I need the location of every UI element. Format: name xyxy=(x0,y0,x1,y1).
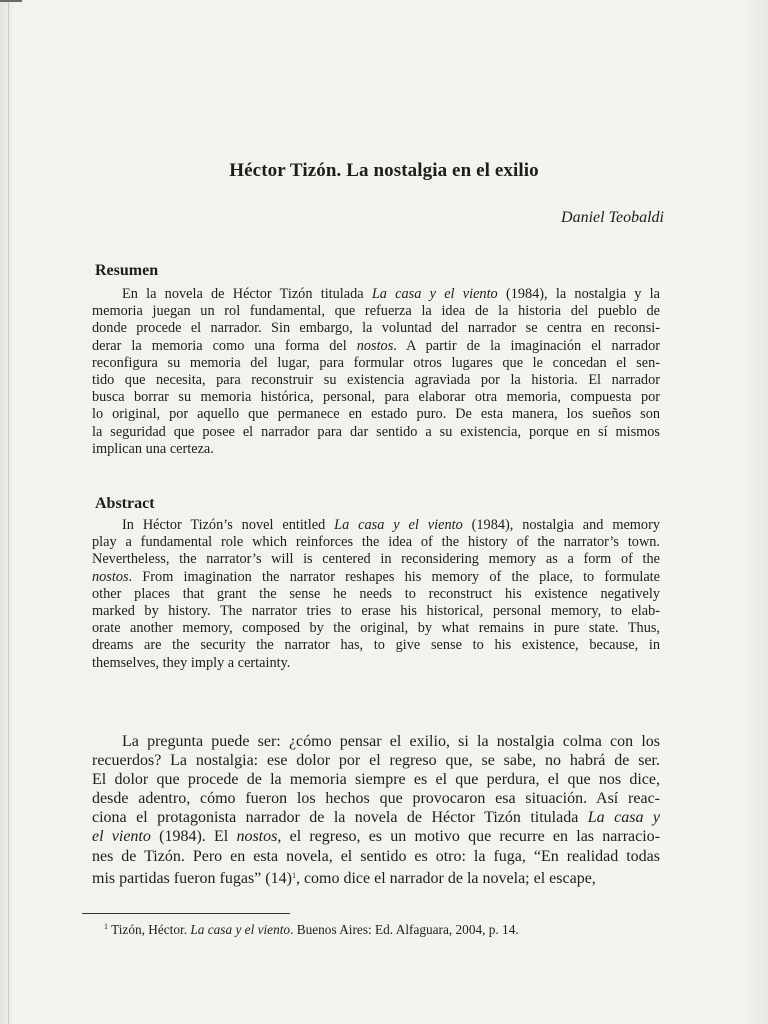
text-run: (1984), nostalgia and memory xyxy=(462,517,660,533)
text-line xyxy=(92,827,660,846)
italic-text-run: nostos xyxy=(236,828,278,846)
text-run: donde procede el narrador. Sin embargo, la voluntad del narrador se centra en reconsi- xyxy=(92,320,660,337)
text-line xyxy=(92,603,660,620)
text-line xyxy=(92,751,660,770)
text-line xyxy=(92,441,660,458)
text-line xyxy=(92,770,660,789)
text-line xyxy=(92,732,660,751)
text-run: . From imagination the narrator reshapes his memory of the place, to formulate xyxy=(128,568,660,585)
scan-corner-mark xyxy=(0,0,22,14)
abstract-heading: Abstract xyxy=(95,495,155,512)
resumen-heading: Resumen xyxy=(95,262,159,279)
text-line xyxy=(92,389,660,406)
abstract-paragraph xyxy=(92,517,660,672)
text-line xyxy=(92,620,660,637)
footnote-rule xyxy=(82,913,290,914)
text-run: nes de Tizón. Pero en esta novela, el sentido es otro: la fuga, “En realidad todas xyxy=(92,847,660,865)
text-line xyxy=(92,551,660,568)
text-line xyxy=(92,866,660,888)
text-run: la seguridad que posee el narrador para dar sentido a su existencia, porque en sí mismos xyxy=(92,423,660,440)
text-line xyxy=(92,303,660,320)
text-line xyxy=(92,789,660,808)
text-run: recuerdos? La nostalgia: ese dolor por el regreso que, se sabe, no habrá de ser. xyxy=(92,752,660,770)
text-run: desde adentro, cómo fueron los hechos que provocaron esa situación. Así reac- xyxy=(92,790,660,808)
text-run: La pregunta puede ser: ¿cómo pensar el exilio, si la nostalgia colma con los xyxy=(122,733,660,750)
text-line xyxy=(92,372,660,389)
italic-text-run: La casa y el viento xyxy=(190,922,291,937)
text-run: lo original, por aquello que permanece en estado puro. De esta manera, los sueños son xyxy=(92,406,660,423)
text-run: dreams are the security the narrator has, to give sense to his existence, because, in xyxy=(92,637,660,654)
text-run: In Héctor Tizón’s novel entitled xyxy=(122,517,335,533)
page-left-edge xyxy=(8,0,9,1024)
text-line xyxy=(92,637,660,654)
article-title: Héctor Tizón. La nostalgia en el exilio xyxy=(229,160,539,181)
italic-text-run: nostos xyxy=(92,568,129,585)
text-run: En la novela de Héctor Tizón titulada xyxy=(122,286,372,302)
resumen-paragraph xyxy=(92,286,660,458)
text-run: , el regreso, es un motivo que recurre en las narracio- xyxy=(277,828,660,846)
text-run: orate another memory, composed by the original, by what remains in pure state. Thus, xyxy=(92,620,660,637)
text-line xyxy=(92,286,660,303)
text-line xyxy=(92,847,660,866)
text-run: (1984), la nostalgia y la xyxy=(497,286,660,302)
text-run: other places that grant the sense he needs to reconstruct his existence negatively xyxy=(92,585,660,602)
text-run: , como dice el narrador de la novela; el escape, xyxy=(295,869,596,887)
article-author: Daniel Teobaldi xyxy=(561,209,664,226)
text-line xyxy=(92,655,660,672)
text-run: Tizón, Héctor. xyxy=(108,922,191,937)
footnote xyxy=(104,922,519,938)
text-run: reconfigura su memoria del lugar, para formular otros lugares que le concedan el sen- xyxy=(92,354,660,371)
text-line xyxy=(92,586,660,603)
text-run: busca borrar su memoria histórica, personal, para elaborar otra memoria, compuesta por xyxy=(92,389,660,406)
italic-text-run: La casa y el viento xyxy=(371,286,498,302)
text-run: (1984). El xyxy=(150,828,237,846)
text-run: ciona el protagonista narrador de la novela de Héctor Tizón titulada xyxy=(92,809,588,827)
text-line xyxy=(92,808,660,827)
italic-text-run: La casa y el viento xyxy=(334,517,463,533)
text-run: . Buenos Aires: Ed. Alfaguara, 2004, p. 14. xyxy=(290,922,519,937)
text-run: derar la memoria como una forma del xyxy=(92,337,357,354)
text-run: tido que necesita, para reconstruir su existencia agraviada por la historia. El narrador xyxy=(92,372,660,389)
body-paragraph xyxy=(92,732,660,888)
text-line xyxy=(92,534,660,551)
italic-text-run: La casa y xyxy=(587,809,661,827)
text-line xyxy=(92,424,660,441)
italic-text-run: el viento xyxy=(92,828,151,846)
text-run: implican una certeza. xyxy=(92,440,214,457)
text-run: Nevertheless, the narrator’s will is centered in reconsidering memory as a form of the xyxy=(92,551,660,568)
text-line xyxy=(92,338,660,355)
text-run: memoria juegan un rol fundamental, que refuerza la idea de la historia del pueblo de xyxy=(92,303,660,320)
text-run: marked by history. The narrator tries to erase his historical, personal memory, to elab- xyxy=(92,603,660,620)
footnote-reference: 1 xyxy=(291,870,296,880)
text-line xyxy=(92,517,660,534)
text-line xyxy=(92,569,660,586)
text-run: themselves, they imply a certainty. xyxy=(92,654,291,671)
text-run: mis partidas fueron fugas” (14) xyxy=(92,869,292,887)
text-line xyxy=(92,355,660,372)
text-line xyxy=(92,406,660,423)
italic-text-run: nostos xyxy=(356,337,394,354)
text-line xyxy=(92,320,660,337)
text-run: . A partir de la imaginación el narrador xyxy=(393,337,660,354)
footnote-number: 1 xyxy=(104,922,108,931)
text-run: El dolor que procede de la memoria siempre es el que perdura, el que nos dice, xyxy=(92,771,660,789)
text-run: play a fundamental role which reinforces the idea of the history of the narrator’s town. xyxy=(92,534,660,551)
footnote-text xyxy=(108,922,519,937)
